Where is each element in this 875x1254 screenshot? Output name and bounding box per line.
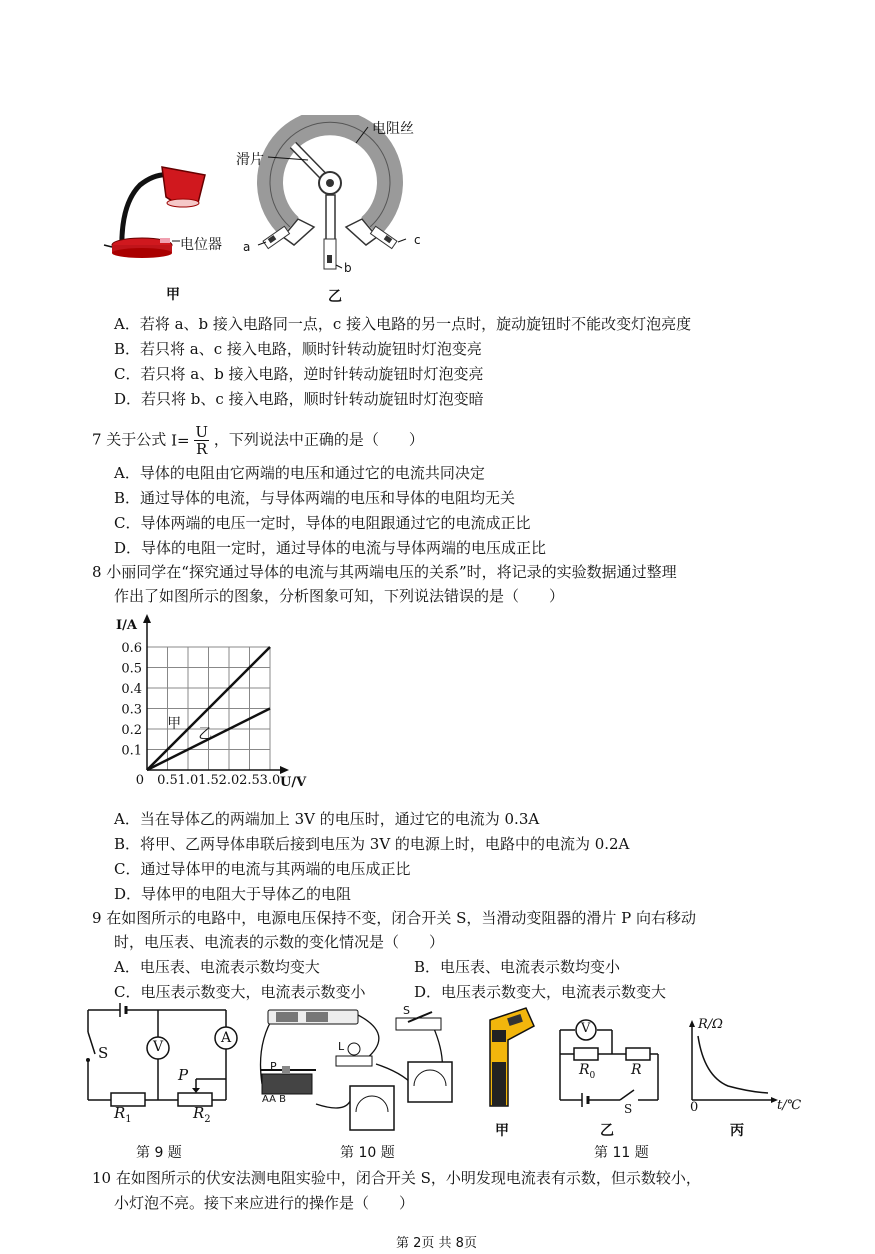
q11-label-s: S xyxy=(624,1102,633,1116)
q11-rt-graph xyxy=(680,1018,780,1108)
q9-option-c: C．电压表示数变大，电流表示数变小 xyxy=(114,983,366,1001)
q9-stem-line2: 时，电压表、电流表的示数的变化情况是（ ） xyxy=(114,933,445,951)
q6-option-b: B．若只将 a、c 接入电路，顺时针转动旋钮时灯泡变亮 xyxy=(114,340,482,358)
q7-formula xyxy=(171,424,209,457)
q9-label-v: V xyxy=(153,1039,164,1055)
q10-label-ab: AA B xyxy=(262,1094,286,1105)
q10-stem-line1: 10 在如图所示的伏安法测电阻实验中，闭合开关 S，小明发现电流表有示数，但示数较小， xyxy=(92,1169,701,1187)
q10-stem-line2: 小灯泡不亮。接下来应进行的操作是（ ） xyxy=(114,1194,415,1212)
q9-label-s: S xyxy=(98,1044,109,1062)
q7-stem-suffix: ，下列说法中正确的是（ ） xyxy=(213,430,424,449)
q10-label-l: L xyxy=(338,1040,345,1053)
y-tick-label: 0.6 xyxy=(121,641,142,656)
x-tick-label: 0.5 xyxy=(157,773,178,788)
x-axis-arrow xyxy=(280,766,289,774)
x-tick-label: 2.0 xyxy=(218,773,240,788)
q11-circuit xyxy=(548,1012,668,1117)
q11-caption-jia: 甲 xyxy=(495,1123,509,1139)
q9-option-b: B．电压表、电流表示数均变小 xyxy=(414,958,621,976)
series-label-2: 乙 xyxy=(198,726,213,743)
x-tick-label: 3.0 xyxy=(259,773,281,788)
q8-chart xyxy=(110,612,340,797)
caption-jia: 甲 xyxy=(166,287,180,303)
q8-option-d: D．导体甲的电阻大于导体乙的电阻 xyxy=(114,885,352,903)
q7-stem-prefix: 7 关于公式 xyxy=(92,430,167,449)
q7-option-b: B．通过导体的电流，与导体两端的电压和导体的电阻均无关 xyxy=(114,489,516,507)
x-tick-label: 2.5 xyxy=(239,773,260,788)
q6-option-a: A．若将 a、b 接入电路同一点，c 接入电路的另一点时，旋动旋钮时不能改变灯泡亮度 xyxy=(114,315,692,333)
q8-option-a: A．当在导体乙的两端加上 3V 的电压时，通过它的电流为 0.3A xyxy=(114,810,540,828)
caption-yi: 乙 xyxy=(328,289,342,305)
q7-formula-lhs: I= xyxy=(171,431,190,450)
q6-figure-potentiometer xyxy=(238,115,438,280)
q11-bing-origin: 0 xyxy=(690,1100,699,1115)
q7-option-d: D．导体的电阻一定时，通过导体的电流与导体两端的电压成正比 xyxy=(114,539,547,557)
q9-circuit xyxy=(78,1002,258,1132)
slider-label: 滑片 xyxy=(236,152,264,168)
caption-q9: 第 9 题 xyxy=(136,1145,182,1161)
q7-formula-num: U xyxy=(195,423,209,441)
y-axis-arrow xyxy=(143,614,151,623)
y-tick-label: 0.5 xyxy=(121,661,142,677)
page-footer: 第 2页 共 8页 xyxy=(396,1236,477,1251)
pot-label: 电位器 xyxy=(180,237,222,253)
q9-label-r1: $R_1$ xyxy=(114,1104,132,1125)
origin-label: 0 xyxy=(135,773,144,788)
x-axis-label: U/V xyxy=(280,775,307,790)
q7-stem xyxy=(92,424,424,457)
q7-option-a: A．导体的电阻由它两端的电压和通过它的电流共同决定 xyxy=(114,464,485,482)
q11-label-r: R xyxy=(631,1062,642,1078)
q9-option-a: A．电压表、电流表示数均变大 xyxy=(114,958,320,976)
q9-label-r2: $R_2$ xyxy=(193,1104,211,1125)
y-tick-label: 0.3 xyxy=(121,702,142,718)
q10-label-s: S xyxy=(403,1004,410,1017)
x-tick-label: 1.0 xyxy=(177,773,199,788)
q11-label-v: V xyxy=(581,1021,591,1036)
q10-apparatus xyxy=(256,1004,456,1139)
y-axis-label: I/A xyxy=(116,618,137,633)
q9-label-a: A xyxy=(221,1030,232,1046)
y-tick-label: 0.4 xyxy=(121,682,142,697)
q11-caption-yi: 乙 xyxy=(600,1123,614,1139)
caption-q11: 第 11 题 xyxy=(594,1145,649,1161)
terminal-c-label: c xyxy=(414,233,421,247)
caption-q10: 第 10 题 xyxy=(340,1145,395,1161)
q6-option-c: C．若只将 a、b 接入电路，逆时针转动旋钮时灯泡变亮 xyxy=(114,365,484,383)
q8-stem-line2: 作出了如图所示的图象，分析图象可知，下列说法错误的是（ ） xyxy=(114,587,565,605)
series-label-1: 甲 xyxy=(167,715,182,732)
q6-option-d: D．若只将 b、c 接入电路，顺时针转动旋钮时灯泡变暗 xyxy=(114,390,484,408)
wire-label: 电阻丝 xyxy=(372,121,414,137)
q9-label-p: P xyxy=(178,1066,189,1084)
terminal-b-label: b xyxy=(344,261,352,275)
q11-infrared-thermometer xyxy=(478,1002,538,1112)
q11-bing-ylabel: R/Ω xyxy=(698,1017,723,1032)
q11-label-r0: $R_0$ xyxy=(579,1062,596,1081)
y-tick-label: 0.2 xyxy=(121,723,142,738)
q7-option-c: C．导体两端的电压一定时，导体的电阻跟通过它的电流成正比 xyxy=(114,514,531,532)
q9-option-d: D．电压表示数变大，电流表示数变大 xyxy=(414,983,667,1001)
terminal-a-label: a xyxy=(243,240,251,254)
q8-option-b: B．将甲、乙两导体串联后接到电压为 3V 的电源上时，电路中的电流为 0.2A xyxy=(114,835,630,853)
q11-bing-xlabel: t/℃ xyxy=(777,1098,802,1113)
q7-formula-den: R xyxy=(196,440,208,458)
q11-caption-bing: 丙 xyxy=(730,1123,744,1139)
q8-stem-line1: 8 小丽同学在“探究通过导体的电流与其两端电压的关系”时，将记录的实验数据通过整理 xyxy=(92,563,677,581)
y-tick-label: 0.1 xyxy=(121,743,142,759)
q10-label-p: P xyxy=(270,1060,277,1073)
q9-stem-line1: 9 在如图所示的电路中，电源电压保持不变，闭合开关 S，当滑动变阻器的滑片 P 向右移动 xyxy=(92,909,696,927)
x-tick-label: 1.5 xyxy=(198,773,219,788)
q8-option-c: C．通过导体甲的电流与其两端的电压成正比 xyxy=(114,860,411,878)
